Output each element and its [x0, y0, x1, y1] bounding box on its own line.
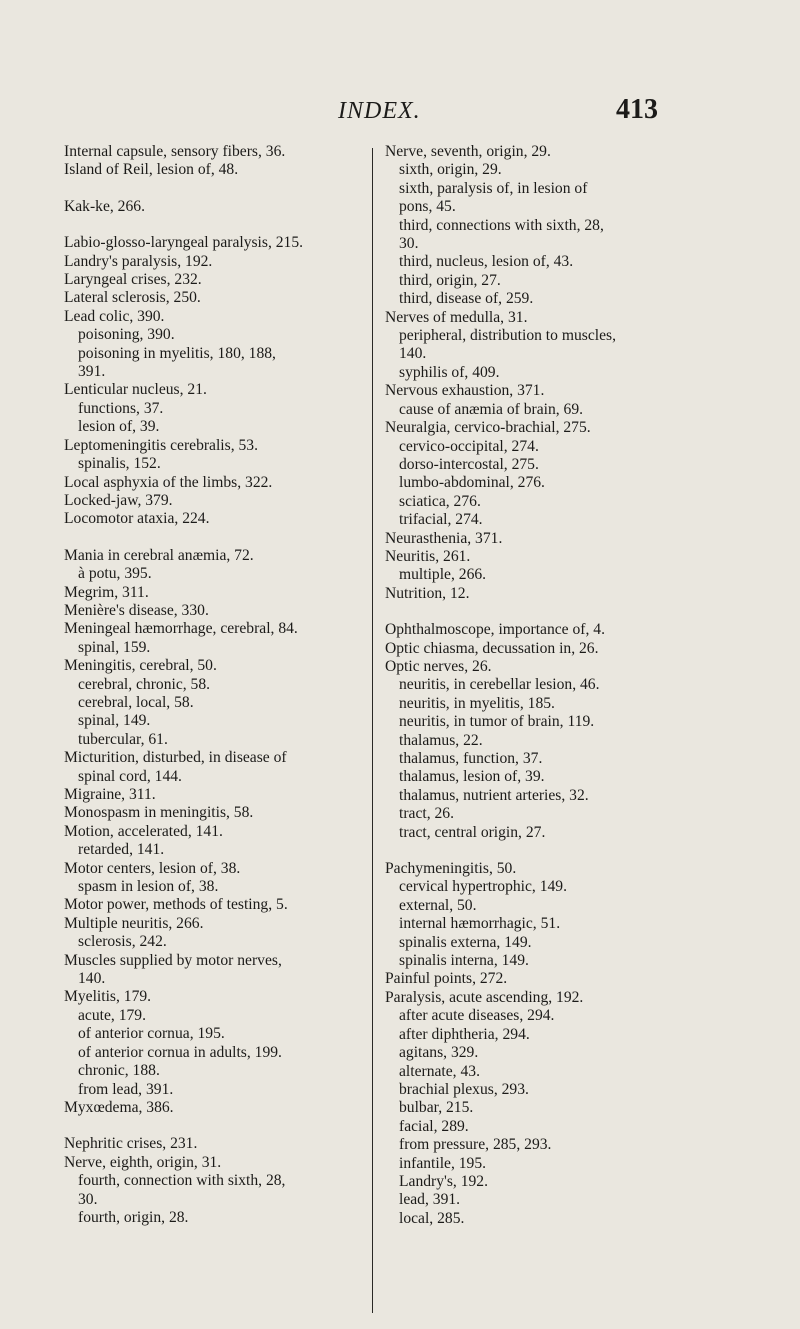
index-entry: Lenticular nucleus, 21. — [64, 381, 207, 399]
index-subentry: spasm in lesion of, 38. — [78, 878, 219, 896]
index-subentry: of anterior cornua, 195. — [78, 1025, 225, 1043]
index-entry: Optic chiasma, decussation in, 26. — [385, 639, 599, 657]
index-subentry: à potu, 395. — [78, 565, 152, 583]
index-entry: Menière's disease, 330. — [64, 601, 209, 619]
index-entry: Myxœdema, 386. — [64, 1098, 174, 1116]
index-subentry: tract, 26. — [399, 805, 454, 823]
index-entry: Meningeal hæmorrhage, cerebral, 84. — [64, 620, 298, 638]
index-entry: Locomotor ataxia, 224. — [64, 510, 210, 528]
index-entry: Locked-jaw, 379. — [64, 491, 173, 509]
index-entry: Local asphyxia of the limbs, 322. — [64, 473, 273, 491]
index-subentry: after diphtheria, 294. — [399, 1025, 530, 1043]
index-subentry: spinalis externa, 149. — [399, 933, 532, 951]
index-entry: Muscles supplied by motor nerves, — [64, 951, 282, 969]
index-subentry: sixth, paralysis of, in lesion of — [399, 179, 588, 197]
index-subentry: trifacial, 274. — [399, 511, 483, 529]
index-entry: Kak-ke, 266. — [64, 197, 145, 215]
index-subentry: neuritis, in cerebellar lesion, 46. — [399, 676, 600, 694]
index-entry-continuation: 140. — [399, 345, 427, 363]
page-number: 413 — [616, 94, 658, 125]
index-subentry: spinal, 149. — [78, 712, 151, 730]
index-subentry: infantile, 195. — [399, 1154, 487, 1172]
index-entry: Neuritis, 261. — [385, 547, 471, 565]
index-subentry: brachial plexus, 293. — [399, 1080, 529, 1098]
index-subentry: third, origin, 27. — [399, 271, 501, 289]
index-subentry: fourth, connection with sixth, 28, — [78, 1172, 286, 1190]
index-subentry: syphilis of, 409. — [399, 363, 500, 381]
index-entry: Myelitis, 179. — [64, 988, 152, 1006]
index-entry: Lead colic, 390. — [64, 307, 165, 325]
index-entry: Motion, accelerated, 141. — [64, 822, 223, 840]
index-entry: Lateral sclerosis, 250. — [64, 289, 201, 307]
index-subentry: neuritis, in tumor of brain, 119. — [399, 713, 595, 731]
index-entry: Neuralgia, cervico-brachial, 275. — [385, 419, 591, 437]
index-entry: Island of Reil, lesion of, 48. — [64, 161, 239, 179]
index-subentry: cause of anæmia of brain, 69. — [399, 400, 584, 418]
index-entry: Painful points, 272. — [385, 970, 508, 988]
index-subentry: thalamus, 22. — [399, 731, 483, 749]
index-subentry: sclerosis, 242. — [78, 933, 167, 951]
index-subentry: functions, 37. — [78, 399, 164, 417]
index-entry-continuation: 30. — [78, 1190, 98, 1208]
index-entry: Labio-glosso-laryngeal paralysis, 215. — [64, 234, 304, 252]
index-subentry: Landry's, 192. — [399, 1172, 488, 1190]
index-subentry: third, nucleus, lesion of, 43. — [399, 253, 574, 271]
page-header — [0, 94, 800, 130]
column-divider — [372, 148, 373, 1313]
index-subentry: spinalis, 152. — [78, 455, 161, 473]
index-subentry: thalamus, nutrient arteries, 32. — [399, 786, 589, 804]
index-entry: Nephritic crises, 231. — [64, 1135, 198, 1153]
index-entry: Megrim, 311. — [64, 583, 149, 601]
index-entry: Monospasm in meningitis, 58. — [64, 804, 254, 822]
index-entry: Leptomeningitis cerebralis, 53. — [64, 436, 259, 454]
index-subentry: facial, 289. — [399, 1117, 469, 1135]
index-subentry: lesion of, 39. — [78, 418, 160, 436]
index-entry: Optic nerves, 26. — [385, 657, 492, 675]
index-subentry: thalamus, lesion of, 39. — [399, 768, 545, 786]
index-subentry: bulbar, 215. — [399, 1099, 474, 1117]
index-subentry: tubercular, 61. — [78, 730, 168, 748]
index-subentry: from pressure, 285, 293. — [399, 1136, 552, 1154]
index-subentry: peripheral, distribution to muscles, — [399, 327, 616, 345]
index-subentry: cerebral, local, 58. — [78, 693, 194, 711]
section-gap — [385, 603, 725, 621]
index-entry: Paralysis, acute ascending, 192. — [385, 988, 584, 1006]
index-subentry: after acute diseases, 294. — [399, 1007, 555, 1025]
index-subentry: retarded, 141. — [78, 841, 165, 859]
index-entry: Nerve, seventh, origin, 29. — [385, 143, 551, 160]
index-entry: Neurasthenia, 371. — [385, 529, 503, 547]
index-subentry: spinal, 159. — [78, 638, 151, 656]
index-entry: Laryngeal crises, 232. — [64, 271, 202, 289]
index-entry: Motor centers, lesion of, 38. — [64, 859, 241, 877]
index-entry: Pachymeningitis, 50. — [385, 860, 517, 878]
index-subentry: poisoning in myelitis, 180, 188, — [78, 344, 276, 362]
index-entry: Nerve, eighth, origin, 31. — [64, 1153, 222, 1171]
index-subentry: third, disease of, 259. — [399, 290, 534, 308]
index-entry: Nerves of medulla, 31. — [385, 308, 528, 326]
index-entry: Internal capsule, sensory fibers, 36. — [64, 143, 286, 160]
index-entry-continuation: pons, 45. — [399, 198, 456, 216]
index-subentry: spinalis interna, 149. — [399, 952, 529, 970]
index-subentry: sciatica, 276. — [399, 492, 481, 510]
index-entry: Motor power, methods of testing, 5. — [64, 896, 288, 914]
index-entry: Meningitis, cerebral, 50. — [64, 657, 217, 675]
index-subentry: cervico-occipital, 274. — [399, 437, 539, 455]
index-entry-continuation: 140. — [78, 970, 106, 988]
index-entry: Migraine, 311. — [64, 786, 156, 803]
index-subentry: lead, 391. — [399, 1191, 461, 1209]
index-subentry: multiple, 266. — [399, 566, 487, 584]
index-subentry: cervical hypertrophic, 149. — [399, 878, 567, 896]
index-subentry: acute, 179. — [78, 1006, 146, 1024]
index-subentry: fourth, origin, 28. — [78, 1208, 189, 1226]
running-title: INDEX. — [338, 98, 421, 124]
index-entry: Multiple neuritis, 266. — [64, 914, 204, 932]
section-gap — [64, 180, 384, 198]
index-entry-continuation: spinal cord, 144. — [78, 767, 182, 785]
index-entry: Ophthalmoscope, importance of, 4. — [385, 621, 605, 639]
section-gap — [64, 216, 384, 234]
index-subentry: tract, central origin, 27. — [399, 823, 546, 841]
index-column-right — [385, 143, 725, 1228]
index-entry: Landry's paralysis, 192. — [64, 252, 213, 270]
index-subentry: neuritis, in myelitis, 185. — [399, 694, 555, 712]
index-subentry: chronic, 188. — [78, 1062, 160, 1080]
index-subentry: sixth, origin, 29. — [399, 161, 502, 179]
index-column-left — [64, 143, 384, 1227]
index-subentry: internal hæmorrhagic, 51. — [399, 915, 561, 933]
index-entry: Mania in cerebral anæmia, 72. — [64, 546, 254, 564]
index-subentry: alternate, 43. — [399, 1062, 480, 1080]
section-gap — [64, 529, 384, 547]
index-subentry: cerebral, chronic, 58. — [78, 675, 211, 693]
index-subentry: thalamus, function, 37. — [399, 750, 543, 767]
index-entry-continuation: 391. — [78, 363, 106, 381]
index-subentry: lumbo-abdominal, 276. — [399, 474, 545, 492]
section-gap — [64, 1117, 384, 1135]
index-subentry: agitans, 329. — [399, 1044, 479, 1062]
index-subentry: dorso-intercostal, 275. — [399, 455, 539, 473]
index-subentry: third, connections with sixth, 28, — [399, 216, 604, 234]
index-entry: Nutrition, 12. — [385, 584, 470, 602]
section-gap — [385, 842, 725, 860]
index-subentry: of anterior cornua in adults, 199. — [78, 1043, 282, 1061]
index-subentry: external, 50. — [399, 896, 477, 914]
index-subentry: from lead, 391. — [78, 1080, 174, 1098]
index-entry: Micturition, disturbed, in disease of — [64, 749, 287, 767]
index-entry-continuation: 30. — [399, 235, 419, 253]
index-entry: Nervous exhaustion, 371. — [385, 382, 545, 400]
index-subentry: local, 285. — [399, 1209, 465, 1227]
index-subentry: poisoning, 390. — [78, 326, 175, 344]
